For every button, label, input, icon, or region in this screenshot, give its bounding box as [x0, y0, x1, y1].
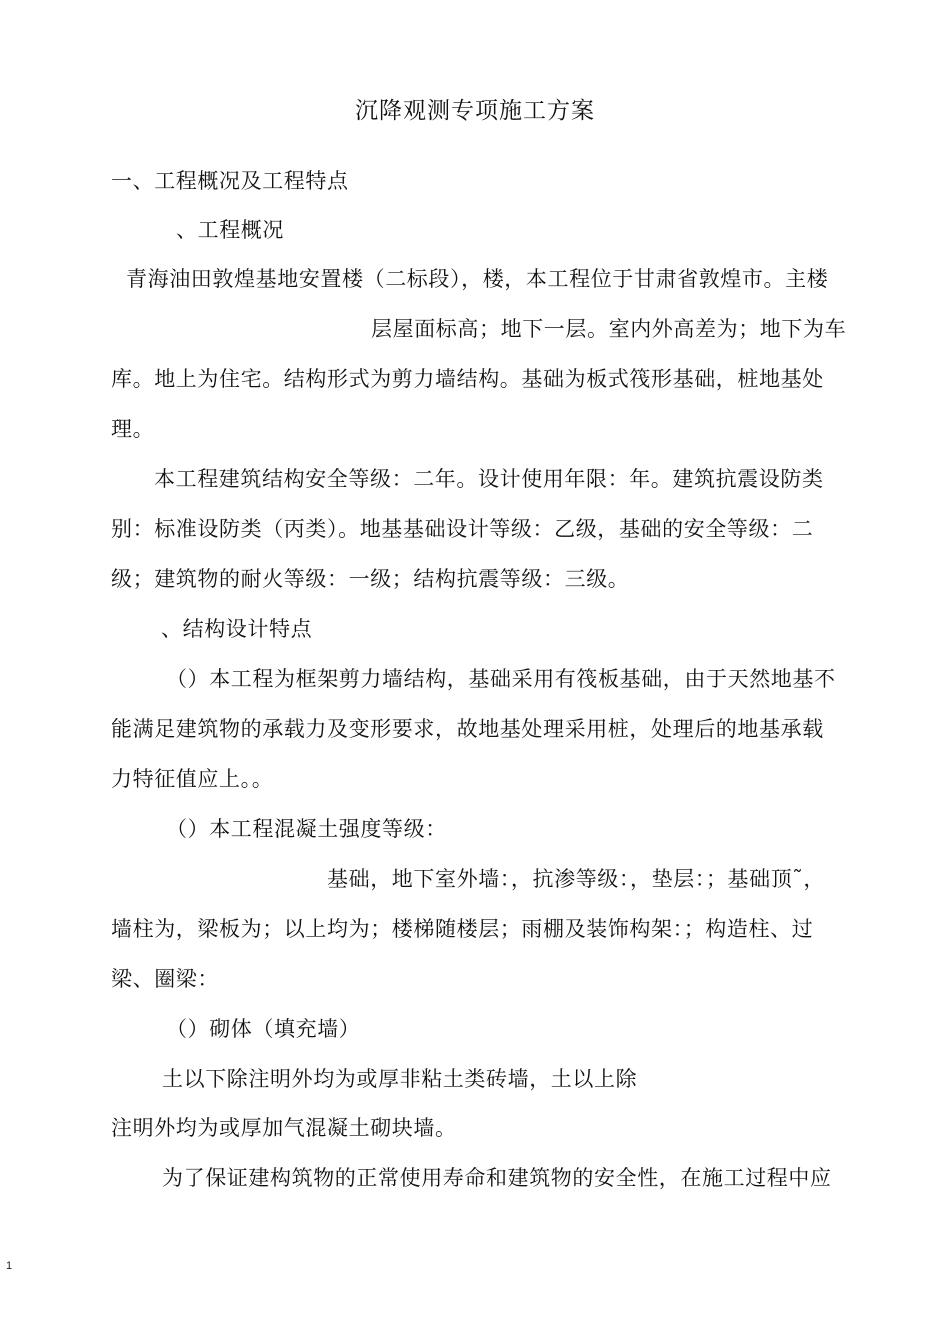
- page-number: 1: [6, 1260, 13, 1272]
- paragraph-line: 别：标准设防类（丙类）。地基基础设计等级：乙级，基础的安全等级：二: [111, 517, 814, 541]
- paragraph-line: 能满足建筑物的承载力及变形要求，故地基处理采用桩，处理后的地基承载: [111, 717, 824, 741]
- paragraph-line: （）本工程为框架剪力墙结构，基础采用有筏板基础，由于天然地基不: [166, 667, 836, 691]
- paragraph-line: 注明外均为或厚加气混凝土砌块墙。: [111, 1116, 457, 1140]
- paragraph-line: 层屋面标高；地下一层。室内外高差为；地下为车: [371, 317, 847, 341]
- document-title: 沉降观测专项施工方案: [355, 98, 595, 124]
- paragraph-line: 库。地上为住宅。结构形式为剪力墙结构。基础为板式筏形基础，桩地基处: [111, 367, 824, 391]
- paragraph-line: 理。: [111, 417, 155, 441]
- subsection-heading-overview: 、工程概况: [176, 218, 284, 242]
- paragraph-line: 力特征值应上。。: [111, 767, 274, 791]
- paragraph-line: 梁、圈梁：: [111, 967, 219, 991]
- section-heading-1: 一、工程概况及工程特点: [111, 169, 349, 193]
- paragraph-line: 级；建筑物的耐火等级：一级；结构抗震等级：三级。: [111, 567, 630, 591]
- paragraph-line: （）本工程混凝土强度等级：: [166, 817, 447, 841]
- paragraph-line: （）砌体（填充墙）: [166, 1017, 361, 1041]
- paragraph-line: 为了保证建构筑物的正常使用寿命和建筑物的安全性，在施工过程中应: [162, 1166, 832, 1190]
- paragraph-line: 墙柱为，梁板为；以上均为；楼梯随楼层；雨棚及装饰构架：；构造柱、过: [111, 917, 814, 941]
- paragraph-line: 土以下除注明外均为或厚非粘土类砖墙，土以上除: [162, 1067, 638, 1091]
- paragraph-line: 青海油田敦煌基地安置楼（二标段），楼，本工程位于甘肃省敦煌市。主楼: [126, 267, 829, 291]
- subsection-heading-structure: 、结构设计特点: [161, 617, 313, 641]
- paragraph-line: 基础，地下室外墙：，抗渗等级：，垫层：；基础顶˜，: [327, 867, 825, 891]
- paragraph-line: 本工程建筑结构安全等级：二年。设计使用年限：年。建筑抗震设防类: [154, 467, 824, 491]
